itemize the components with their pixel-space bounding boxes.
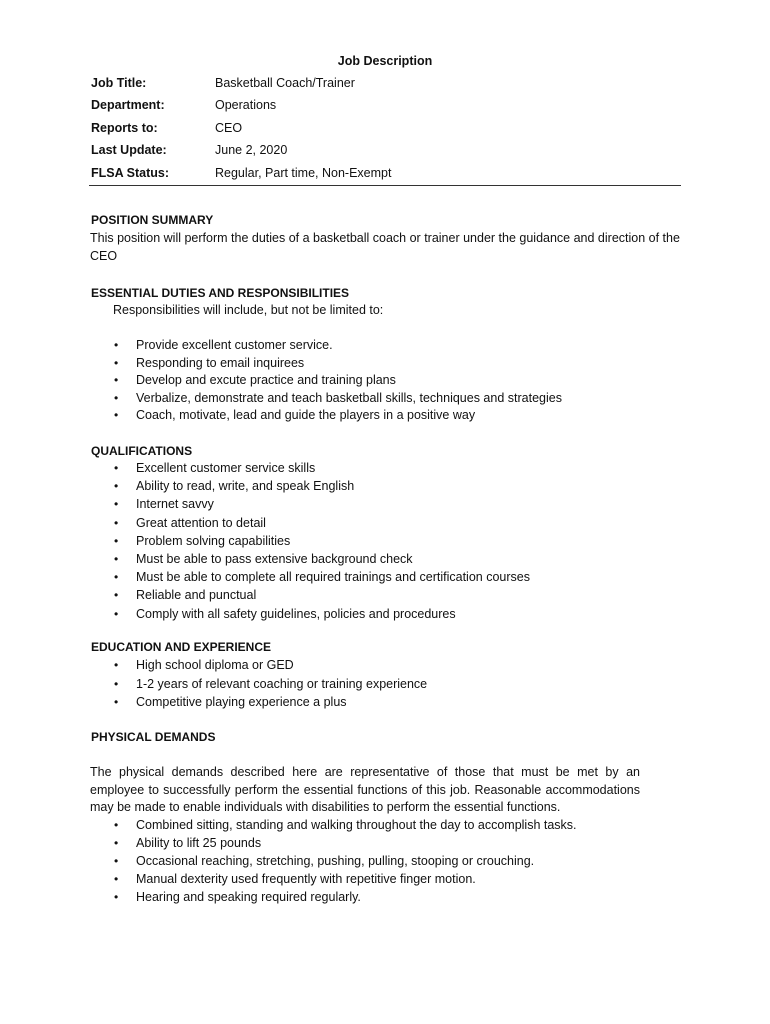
list-item (90, 570, 690, 588)
list-item (90, 408, 690, 426)
list-item-text: Great attention to detail (136, 515, 266, 530)
meta-label: Job Title: (91, 76, 147, 90)
bullet-icon: • (114, 461, 119, 475)
list-item (90, 588, 690, 606)
bullet-icon: • (114, 497, 119, 512)
physical-demands-heading: PHYSICAL DEMANDS (91, 730, 216, 744)
list-item (90, 677, 690, 696)
list-item (90, 391, 690, 409)
meta-value: Operations (215, 98, 277, 112)
list-item-text: Verbalize, demonstrate and teach basketball skills, techniques and strategies (136, 390, 562, 405)
list-item-text: Occasional reaching, stretching, pushing, pulling, stooping or crouching. (136, 854, 535, 868)
meta-label: Reports to: (91, 121, 158, 135)
list-item (90, 872, 690, 890)
list-item (90, 461, 690, 479)
list-item (90, 818, 690, 836)
list-item-text: Hearing and speaking required regularly. (136, 890, 361, 904)
bullet-icon: • (114, 373, 119, 388)
list-item (90, 836, 690, 854)
bullet-icon: • (114, 390, 119, 405)
bullet-icon: • (114, 338, 119, 352)
list-item-text: 1-2 years of relevant coaching or training experience (136, 676, 428, 691)
list-item-text: Develop and excute practice and training plans (136, 373, 396, 388)
meta-value: CEO (215, 121, 243, 135)
list-item-text: Ability to read, write, and speak English (136, 479, 355, 494)
list-item-text: Combined sitting, standing and walking throughout the day to accomplish tasks. (136, 818, 577, 832)
essential-duties-heading: ESSENTIAL DUTIES AND RESPONSIBILITIES (91, 286, 350, 300)
bullet-icon: • (114, 588, 119, 603)
list-item-text: Problem solving capabilities (136, 533, 291, 548)
list-item (90, 516, 690, 534)
bullet-icon: • (114, 836, 119, 850)
list-item (90, 854, 690, 872)
meta-value: June 2, 2020 (215, 143, 288, 157)
list-item (90, 338, 690, 356)
list-item-text: Coach, motivate, lead and guide the players in a positive way (136, 408, 476, 423)
bullet-icon: • (114, 872, 119, 886)
list-item-text: Ability to lift 25 pounds (136, 836, 262, 850)
meta-label: FLSA Status: (91, 166, 170, 180)
list-item-text: Reliable and punctual (136, 588, 257, 603)
list-item-text: Manual dexterity used frequently with repetitive finger motion. (136, 872, 476, 886)
meta-label: Last Update: (91, 143, 167, 157)
list-item-text: High school diploma or GED (136, 658, 294, 672)
essential-duties-list (90, 338, 690, 426)
bullet-icon: • (114, 355, 119, 370)
list-item (90, 356, 690, 374)
bullet-icon: • (114, 515, 119, 530)
list-item-text: Must be able to pass extensive background check (136, 551, 413, 566)
education-list (90, 658, 690, 714)
bullet-icon: • (114, 818, 119, 832)
bullet-icon: • (114, 479, 119, 494)
meta-value: Basketball Coach/Trainer (215, 76, 355, 90)
list-item-text: Responding to email inquirees (136, 355, 305, 370)
bullet-icon: • (114, 854, 119, 868)
list-item (90, 534, 690, 552)
physical-demands-text: The physical demands described here are representative of those that must be met by an employee to successfully perform the essential functions of this job. Reasonable accommodations may be made to enable individuals with disabilities to perform the essential functions. (90, 765, 640, 814)
position-summary-text: This position will perform the duties of a basketball coach or trainer under the guidance and direction of the CEO (90, 231, 680, 263)
list-item-text: Competitive playing experience a plus (136, 695, 347, 710)
bullet-icon: • (114, 695, 119, 710)
header-divider (89, 185, 681, 186)
essential-duties-intro: Responsibilities will include, but not be limited to: (113, 303, 384, 317)
list-item-text: Provide excellent customer service. (136, 338, 333, 352)
physical-demands-list (90, 818, 690, 908)
education-heading: EDUCATION AND EXPERIENCE (91, 640, 272, 654)
qualifications-heading: QUALIFICATIONS (91, 444, 193, 458)
bullet-icon: • (114, 570, 119, 585)
bullet-icon: • (114, 606, 119, 621)
qualifications-list (90, 461, 690, 625)
list-item (90, 607, 690, 625)
position-summary-heading: POSITION SUMMARY (91, 213, 214, 227)
bullet-icon: • (114, 408, 119, 423)
bullet-icon: • (114, 658, 119, 672)
list-item (90, 695, 690, 714)
list-item (90, 552, 690, 570)
meta-value: Regular, Part time, Non-Exempt (215, 166, 392, 180)
list-item (90, 658, 690, 677)
list-item (90, 497, 690, 515)
list-item (90, 479, 690, 497)
list-item-text: Comply with all safety guidelines, policies and procedures (136, 606, 456, 621)
list-item (90, 373, 690, 391)
list-item-text: Excellent customer service skills (136, 461, 316, 475)
bullet-icon: • (114, 533, 119, 548)
list-item (90, 890, 690, 908)
document-title: Job Description (337, 54, 433, 68)
bullet-icon: • (114, 551, 119, 566)
bullet-icon: • (114, 890, 119, 904)
bullet-icon: • (114, 676, 119, 691)
list-item-text: Internet savvy (136, 497, 214, 512)
meta-label: Department: (91, 98, 165, 112)
list-item-text: Must be able to complete all required trainings and certification courses (136, 570, 530, 585)
